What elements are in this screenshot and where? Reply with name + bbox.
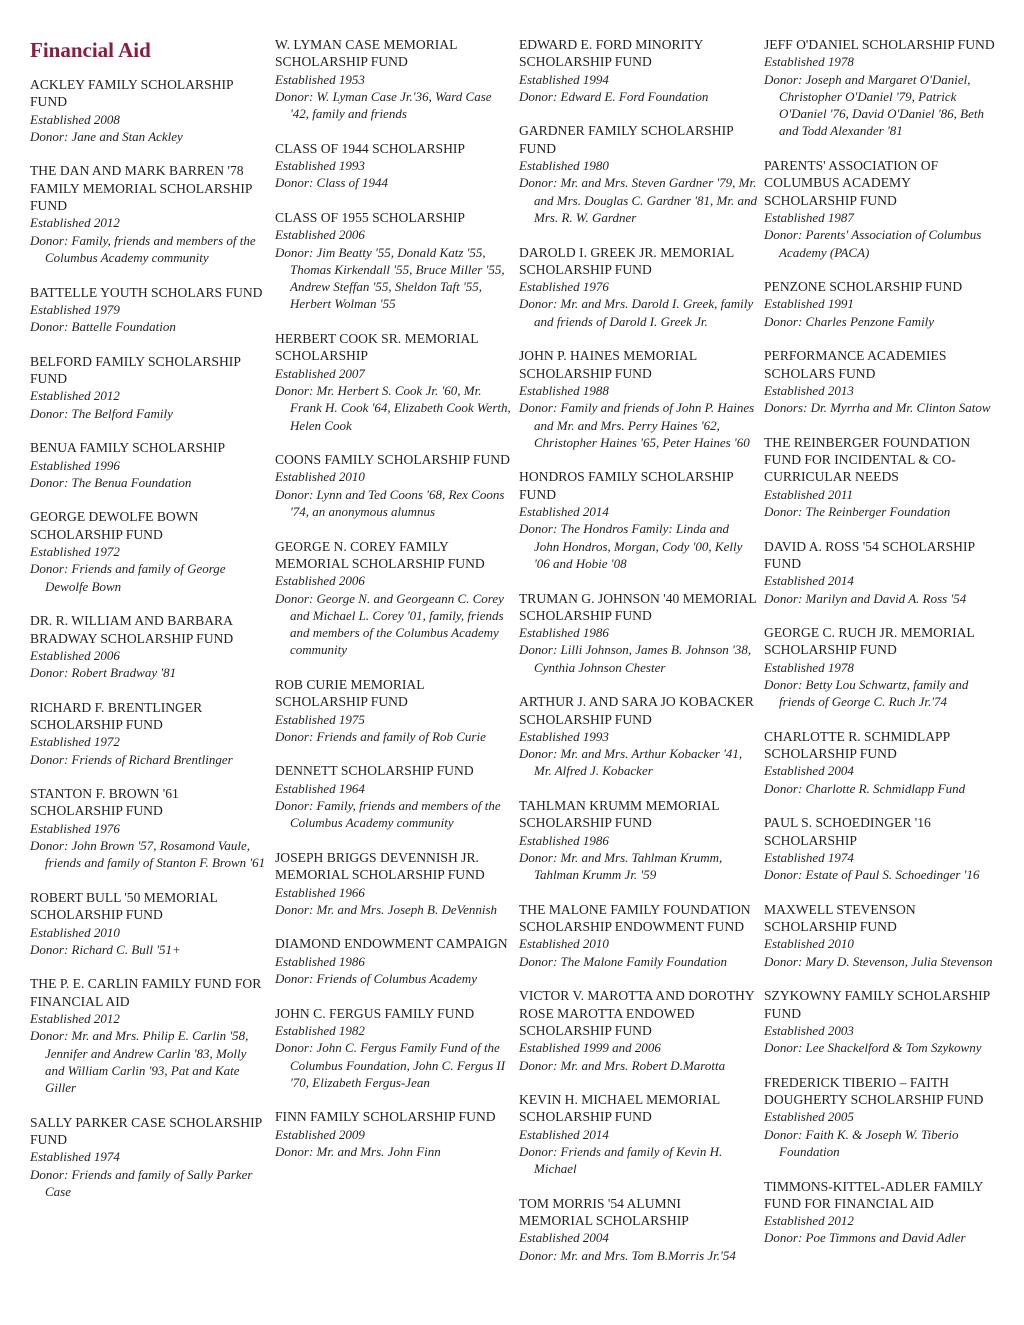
established-year: Established 1980 xyxy=(519,158,609,174)
scholarship-name: W. LYMAN CASE MEMORIAL SCHOLARSHIP FUND xyxy=(275,37,457,70)
established-year: Established 1986 xyxy=(519,625,609,641)
donor-text: Donor: John Brown '57, Rosamond Vaule, friends and family of Stanton F. Brown '61 xyxy=(30,838,266,871)
scholarship-name: STANTON F. BROWN '61 SCHOLARSHIP FUND xyxy=(30,786,179,819)
scholarship-entry xyxy=(275,935,513,987)
donor-text: Donor: Joseph and Margaret O'Daniel, Christopher O'Daniel '79, Patrick O'Daniel '76, David O'Daniel '86, Beth and Todd Alexander '81 xyxy=(764,71,985,139)
scholarship-entry xyxy=(764,347,1002,416)
donor-text: Donor: Jane and Stan Ackley xyxy=(30,128,183,144)
scholarship-entry xyxy=(30,439,268,491)
donor-text: Donor: Mr. and Mrs. Philip E. Carlin '58, Jennifer and Andrew Carlin '83, Molly and William Carlin '93, Pat and Kate Giller xyxy=(30,1028,249,1096)
scholarship-entry xyxy=(519,901,757,970)
scholarship-name: GARDNER FAMILY SCHOLARSHIP FUND xyxy=(519,123,734,156)
donor-text: Donor: Estate of Paul S. Schoedinger '16 xyxy=(764,867,980,883)
scholarship-entry xyxy=(764,728,1002,797)
donor-text: Donor: Parents' Association of Columbus Academy (PACA) xyxy=(764,227,982,260)
scholarship-entry xyxy=(30,76,268,145)
scholarship-entry xyxy=(30,699,268,768)
donor-text: Donor: Mr. and Mrs. Tom B.Morris Jr.'54 xyxy=(519,1247,736,1263)
established-year: Established 1974 xyxy=(30,1149,120,1165)
donor-text: Donor: Mary D. Stevenson, Julia Stevenson xyxy=(764,953,993,969)
donor-text: Donor: Charles Penzone Family xyxy=(764,313,935,329)
donor-text: Donors: Dr. Myrrha and Mr. Clinton Satow xyxy=(764,400,991,416)
donor-text: Donor: Mr. and Mrs. Steven Gardner '79, Mr. and Mrs. Douglas C. Gardner '81, Mr. and Mrs. R. W. Gardner xyxy=(519,175,757,225)
scholarship-name: THE REINBERGER FOUNDATION FUND FOR INCIDENTAL & CO-CURRICULAR NEEDS xyxy=(764,434,971,485)
donor-text: Donor: Betty Lou Schwartz, family and friends of George C. Ruch Jr.'74 xyxy=(764,676,969,710)
scholarship-name: HONDROS FAMILY SCHOLARSHIP FUND xyxy=(519,469,734,502)
established-year: Established 2008 xyxy=(30,111,120,127)
established-year: Established 1987 xyxy=(764,209,854,225)
donor-text: Donor: Friends of Richard Brentlinger xyxy=(30,751,233,767)
scholarship-entry xyxy=(30,1114,268,1200)
scholarship-entry xyxy=(519,693,757,779)
established-year: Established 2012 xyxy=(764,1213,854,1229)
donor-text: Donor: Class of 1944 xyxy=(275,175,389,191)
established-year: Established 2010 xyxy=(764,936,854,952)
scholarship-name: PAUL S. SCHOEDINGER '16 SCHOLARSHIP xyxy=(764,815,931,848)
established-year: Established 1976 xyxy=(30,820,120,836)
scholarship-entry xyxy=(519,797,757,883)
established-year: Established 2012 xyxy=(30,388,120,404)
donor-text: Donor: Charlotte R. Schmidlapp Fund xyxy=(764,780,966,796)
scholarship-name: PENZONE SCHOLARSHIP FUND xyxy=(764,279,963,295)
scholarship-entry xyxy=(275,538,513,659)
scholarship-name: THE P. E. CARLIN FAMILY FUND FOR FINANCIAL AID xyxy=(30,976,262,1009)
scholarship-name: PARENTS' ASSOCIATION OF COLUMBUS ACADEMY SCHOLARSHIP FUND xyxy=(764,158,939,208)
scholarship-name: FREDERICK TIBERIO – FAITH DOUGHERTY SCHOLARSHIP FUND xyxy=(764,1074,984,1108)
scholarship-name: GEORGE N. COREY FAMILY MEMORIAL SCHOLARSHIP FUND xyxy=(275,538,485,571)
donor-text: Donor: The Reinberger Foundation xyxy=(764,504,951,520)
scholarship-entry xyxy=(30,162,268,266)
established-year: Established 1993 xyxy=(519,728,609,744)
established-year: Established 2010 xyxy=(275,469,365,485)
scholarship-name: RICHARD F. BRENTLINGER SCHOLARSHIP FUND xyxy=(30,699,203,732)
donor-text: Donor: Mr. and Mrs. Robert D.Marotta xyxy=(519,1057,726,1073)
scholarship-name: BELFORD FAMILY SCHOLARSHIP FUND xyxy=(30,353,241,387)
established-year: Established 1991 xyxy=(764,296,854,312)
scholarship-entry xyxy=(275,762,513,831)
donor-text: Donor: Edward E. Ford Foundation xyxy=(519,88,709,104)
scholarship-name: MAXWELL STEVENSON SCHOLARSHIP FUND xyxy=(764,901,916,935)
established-year: Established 1964 xyxy=(275,780,365,796)
scholarship-entry xyxy=(764,157,1002,261)
scholarship-name: SALLY PARKER CASE SCHOLARSHIP FUND xyxy=(30,1114,262,1148)
established-year: Established 1999 and 2006 xyxy=(519,1040,661,1056)
scholarship-entry xyxy=(30,508,268,594)
scholarship-entry xyxy=(519,1195,757,1264)
donor-text: Donor: Jim Beatty '55, Donald Katz '55, Thomas Kirkendall '55, Bruce Miller '55, Andrew Steffan '55, Sheldon Taft '55, Herbert Wolman '55 xyxy=(275,244,505,312)
donor-text: Donor: Mr. and Mrs. Tahlman Krumm, Tahlman Krumm Jr. '59 xyxy=(519,849,723,883)
scholarship-name: JOHN C. FERGUS FAMILY FUND xyxy=(275,1005,475,1021)
scholarship-entry xyxy=(764,987,1002,1056)
scholarship-entry xyxy=(519,987,757,1073)
established-year: Established 2012 xyxy=(30,215,120,231)
established-year: Established 1986 xyxy=(275,953,365,969)
scholarship-entry xyxy=(519,1091,757,1177)
established-year: Established 1966 xyxy=(275,884,365,900)
scholarship-name: DAVID A. ROSS '54 SCHOLARSHIP FUND xyxy=(764,538,975,571)
scholarship-name: ACKLEY FAMILY SCHOLARSHIP FUND xyxy=(30,77,234,110)
established-year: Established 1978 xyxy=(764,659,854,675)
scholarship-entry xyxy=(275,676,513,745)
column-1 xyxy=(30,36,268,1218)
scholarship-name: COONS FAMILY SCHOLARSHIP FUND xyxy=(275,452,510,468)
donor-text: Donor: Faith K. & Joseph W. Tiberio Foundation xyxy=(764,1126,959,1159)
established-year: Established 1974 xyxy=(764,849,854,865)
established-year: Established 2014 xyxy=(519,504,609,520)
donor-text: Donor: W. Lyman Case Jr.'36, Ward Case '42, family and friends xyxy=(275,88,492,122)
donor-text: Donor: Mr. Herbert S. Cook Jr. '60, Mr. Frank H. Cook '64, Elizabeth Cook Werth, Helen Cook xyxy=(275,382,511,433)
donor-text: Donor: Lee Shackelford & Tom Szykowny xyxy=(764,1040,982,1056)
established-year: Established 1972 xyxy=(30,734,120,750)
section-title: Financial Aid xyxy=(30,38,151,62)
scholarship-name: DAROLD I. GREEK JR. MEMORIAL SCHOLARSHIP FUND xyxy=(519,244,734,277)
scholarship-entry xyxy=(275,451,513,520)
established-year: Established 2012 xyxy=(30,1011,120,1027)
donor-text: Donor: Lynn and Ted Coons '68, Rex Coons '74, an anonymous alumnus xyxy=(275,486,505,520)
scholarship-name: VICTOR V. MAROTTA AND DOROTHY ROSE MAROTTA ENDOWED SCHOLARSHIP FUND xyxy=(519,988,755,1038)
scholarship-entry xyxy=(275,209,513,313)
established-year: Established 2006 xyxy=(275,573,365,589)
established-year: Established 2006 xyxy=(30,647,120,663)
scholarship-entry xyxy=(519,122,757,226)
established-year: Established 1986 xyxy=(519,832,609,848)
scholarship-entry xyxy=(764,901,1002,970)
column-4 xyxy=(764,36,1002,1264)
scholarship-entry xyxy=(275,140,513,192)
established-year: Established 1953 xyxy=(275,71,365,87)
established-year: Established 2004 xyxy=(764,763,854,779)
scholarship-name: ROBERT BULL '50 MEMORIAL SCHOLARSHIP FUND xyxy=(30,889,218,923)
established-year: Established 1972 xyxy=(30,544,120,560)
donor-text: Donor: The Malone Family Foundation xyxy=(519,953,727,969)
scholarship-name: GEORGE C. RUCH JR. MEMORIAL SCHOLARSHIP FUND xyxy=(764,625,975,658)
scholarship-name: ARTHUR J. AND SARA JO KOBACKER SCHOLARSHIP FUND xyxy=(519,694,754,727)
scholarship-entry xyxy=(275,849,513,918)
established-year: Established 2010 xyxy=(30,924,120,940)
donor-text: Donor: Family and friends of John P. Haines and Mr. and Mrs. Perry Haines '62, Christopher Haines '65, Peter Haines '60 xyxy=(519,400,755,450)
donor-text: Donor: Mr. and Mrs. John Finn xyxy=(275,1144,441,1159)
scholarship-name: DIAMOND ENDOWMENT CAMPAIGN xyxy=(275,936,508,952)
donor-text: Donor: Mr. and Mrs. Joseph B. DeVennish xyxy=(275,901,498,917)
established-year: Established 2004 xyxy=(519,1230,609,1246)
scholarship-name: TOM MORRIS '54 ALUMNI MEMORIAL SCHOLARSHIP xyxy=(519,1195,689,1229)
established-year: Established 1994 xyxy=(519,71,609,87)
scholarship-entry xyxy=(30,975,268,1096)
established-year: Established 1996 xyxy=(30,457,120,473)
donor-text: Donor: George N. and Georgeann C. Corey and Michael L. Corey '01, family, friends and members of the Columbus Academy community xyxy=(275,590,504,658)
scholarship-entry xyxy=(30,889,268,958)
column-2 xyxy=(275,36,513,1178)
established-year: Established 2005 xyxy=(764,1109,854,1125)
established-year: Established 1978 xyxy=(764,54,854,70)
scholarship-name: JOHN P. HAINES MEMORIAL SCHOLARSHIP FUND xyxy=(519,348,697,381)
donor-text: Donor: John C. Fergus Family Fund of the Columbus Foundation, John C. Fergus II '70, Elizabeth Fergus-Jean xyxy=(275,1040,506,1090)
donor-text: Donor: Richard C. Bull '51+ xyxy=(30,941,181,957)
donor-text: Donor: Marilyn and David A. Ross '54 xyxy=(764,590,967,606)
scholarship-name: CLASS OF 1955 SCHOLARSHIP xyxy=(275,209,465,225)
scholarship-name: TRUMAN G. JOHNSON '40 MEMORIAL SCHOLARSHIP FUND xyxy=(519,590,757,623)
scholarship-name: TAHLMAN KRUMM MEMORIAL SCHOLARSHIP FUND xyxy=(519,798,720,831)
donor-text: Donor: Friends and family of Rob Curie xyxy=(275,728,486,744)
scholarship-name: BENUA FAMILY SCHOLARSHIP xyxy=(30,440,226,456)
scholarship-name: THE MALONE FAMILY FOUNDATION SCHOLARSHIP ENDOWMENT FUND xyxy=(519,901,751,935)
established-year: Established 2007 xyxy=(275,365,365,381)
donor-text: Donor: Friends and family of Kevin H. Michael xyxy=(519,1144,723,1177)
scholarship-name: TIMMONS-KITTEL-ADLER FAMILY FUND FOR FINANCIAL AID xyxy=(764,1178,983,1211)
scholarship-entry xyxy=(764,278,1002,330)
scholarship-name: THE DAN AND MARK BARREN '78 FAMILY MEMORIAL SCHOLARSHIP FUND xyxy=(30,163,252,214)
scholarship-entry xyxy=(519,590,757,676)
scholarship-name: SZYKOWNY FAMILY SCHOLARSHIP FUND xyxy=(764,988,990,1021)
established-year: Established 2003 xyxy=(764,1022,854,1038)
established-year: Established 1982 xyxy=(275,1022,365,1038)
established-year: Established 1993 xyxy=(275,158,365,174)
scholarship-name: HERBERT COOK SR. MEMORIAL SCHOLARSHIP xyxy=(275,331,479,364)
donor-text: Donor: The Hondros Family: Linda and John Hondros, Morgan, Cody '00, Kelly '06 and Hobie '08 xyxy=(519,521,743,571)
scholarship-entry xyxy=(30,612,268,681)
scholarship-name: JEFF O'DANIEL SCHOLARSHIP FUND xyxy=(764,37,995,52)
donor-text: Donor: Mr. and Mrs. Arthur Kobacker '41, Mr. Alfred J. Kobacker xyxy=(519,746,743,779)
scholarship-entry xyxy=(764,624,1002,710)
established-year: Established 2011 xyxy=(764,486,853,502)
established-year: Established 2013 xyxy=(764,382,854,398)
established-year: Established 2014 xyxy=(519,1126,609,1142)
column-3 xyxy=(519,36,757,1281)
established-year: Established 2009 xyxy=(275,1126,365,1142)
scholarship-name: EDWARD E. FORD MINORITY SCHOLARSHIP FUND xyxy=(519,37,703,70)
donor-text: Donor: Battelle Foundation xyxy=(30,319,176,335)
donor-text: Donor: Lilli Johnson, James B. Johnson '38, Cynthia Johnson Chester xyxy=(519,642,752,675)
scholarship-name: CLASS OF 1944 SCHOLARSHIP xyxy=(275,140,465,156)
donor-text: Donor: Friends and family of Sally Parker Case xyxy=(30,1166,253,1199)
donor-text: Donor: Mr. and Mrs. Darold I. Greek, family and friends of Darold I. Greek Jr. xyxy=(519,296,754,329)
established-year: Established 2014 xyxy=(764,573,854,589)
donor-text: Donor: The Benua Foundation xyxy=(30,474,192,490)
scholarship-entry xyxy=(519,36,757,105)
donor-text: Donor: Friends of Columbus Academy xyxy=(275,971,477,987)
established-year: Established 1988 xyxy=(519,382,609,398)
scholarship-name: GEORGE DEWOLFE BOWN SCHOLARSHIP FUND xyxy=(30,509,199,542)
scholarship-entry xyxy=(30,353,268,422)
scholarship-entry xyxy=(30,284,268,336)
scholarship-entry xyxy=(519,244,757,330)
established-year: Established 2010 xyxy=(519,936,609,952)
scholarship-entry xyxy=(764,1178,1002,1247)
donor-text: Donor: Friends and family of George Dewolfe Bown xyxy=(30,561,226,594)
scholarship-name: DENNETT SCHOLARSHIP FUND xyxy=(275,763,474,779)
scholarship-entry xyxy=(30,785,268,871)
donor-text: Donor: Family, friends and members of the Columbus Academy community xyxy=(30,232,256,265)
scholarship-entry xyxy=(764,814,1002,883)
donor-text: Donor: Family, friends and members of the Columbus Academy community xyxy=(275,798,501,831)
scholarship-entry xyxy=(275,36,513,122)
scholarship-name: CHARLOTTE R. SCHMIDLAPP SCHOLARSHIP FUND xyxy=(764,728,950,762)
established-year: Established 1979 xyxy=(30,301,120,317)
scholarship-name: FINN FAMILY SCHOLARSHIP FUND xyxy=(275,1109,496,1125)
scholarship-name: DR. R. WILLIAM AND BARBARA BRADWAY SCHOLARSHIP FUND xyxy=(30,613,234,646)
scholarship-name: JOSEPH BRIGGS DEVENNISH JR. MEMORIAL SCHOLARSHIP FUND xyxy=(275,849,485,883)
donor-text: Donor: Poe Timmons and David Adler xyxy=(764,1230,966,1246)
scholarship-entry xyxy=(275,330,513,434)
scholarship-entry xyxy=(764,538,1002,607)
scholarship-name: ROB CURIE MEMORIAL SCHOLARSHIP FUND xyxy=(275,676,425,710)
established-year: Established 1975 xyxy=(275,711,365,727)
scholarship-entry xyxy=(764,36,1002,140)
established-year: Established 2006 xyxy=(275,227,365,243)
scholarship-entry xyxy=(275,1108,513,1160)
scholarship-name: KEVIN H. MICHAEL MEMORIAL SCHOLARSHIP FUND xyxy=(519,1092,720,1125)
scholarship-entry xyxy=(275,1005,513,1091)
scholarship-name: BATTELLE YOUTH SCHOLARS FUND xyxy=(30,284,263,300)
scholarship-entry xyxy=(519,347,757,451)
donor-text: Donor: The Belford Family xyxy=(30,405,173,421)
donor-text: Donor: Robert Bradway '81 xyxy=(30,665,177,681)
scholarship-name: PERFORMANCE ACADEMIES SCHOLARS FUND xyxy=(764,348,947,381)
scholarship-entry xyxy=(764,1074,1002,1160)
scholarship-entry xyxy=(519,468,757,572)
scholarship-entry xyxy=(764,434,1002,520)
established-year: Established 1976 xyxy=(519,279,609,295)
